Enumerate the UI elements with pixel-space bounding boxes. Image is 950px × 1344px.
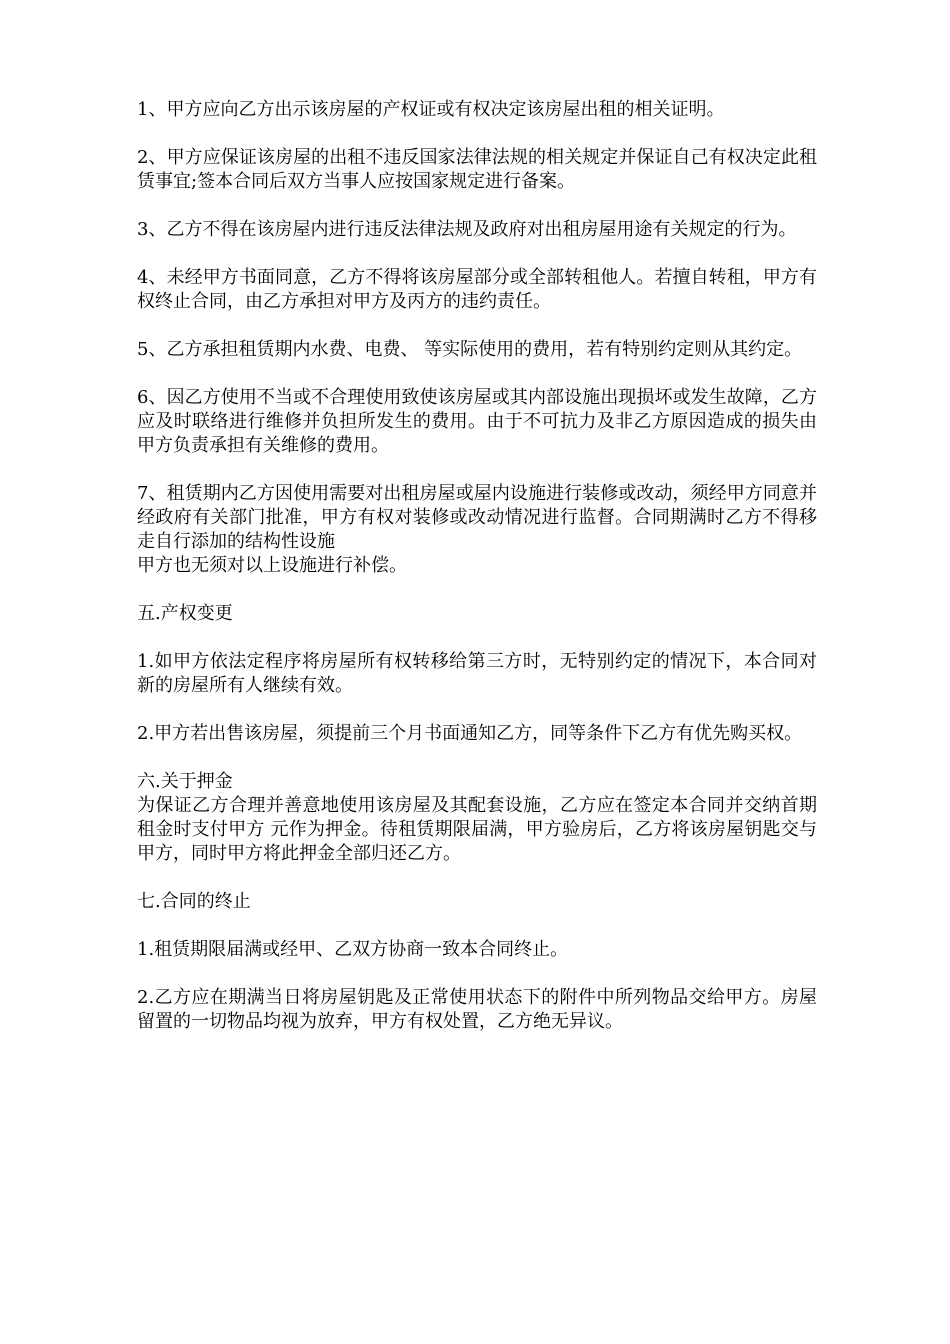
section-7-item-2: 2.乙方应在期满当日将房屋钥匙及正常使用状态下的附件中所列物品交给甲方。房屋留置的一切物品均视为放弃，甲方有权处置，乙方绝无异议。 <box>137 987 817 1032</box>
document-body <box>137 98 817 1058</box>
clause-7 <box>137 482 817 578</box>
clause-4: 4、未经甲方书面同意，乙方不得将该房屋部分或全部转租他人。若擅自转租，甲方有权终止合同，由乙方承担对甲方及丙方的违约责任。 <box>137 267 817 312</box>
clause-2: 2、甲方应保证该房屋的出租不违反国家法律法规的相关规定并保证自己有权决定此租赁事宜;签本合同后双方当事人应按国家规定进行备案。 <box>137 147 817 192</box>
clause-6: 6、因乙方使用不当或不合理使用致使该房屋或其内部设施出现损坏或发生故障，乙方应及时联络进行维修并负担所发生的费用。由于不可抗力及非乙方原因造成的损失由甲方负责承担有关维修的费用。 <box>137 387 817 456</box>
clause-5: 5、乙方承担租赁期内水费、电费、 等实际使用的费用，若有特别约定则从其约定。 <box>137 339 803 360</box>
clause-7-continuation: 甲方也无须对以上设施进行补偿。 <box>137 555 407 576</box>
section-5-heading: 五.产权变更 <box>137 603 233 624</box>
section-5-item-2: 2.甲方若出售该房屋，须提前三个月书面通知乙方，同等条件下乙方有优先购买权。 <box>137 723 803 744</box>
section-6-heading: 六.关于押金 <box>137 771 233 792</box>
clause-3: 3、乙方不得在该房屋内进行违反法律法规及政府对出租房屋用途有关规定的行为。 <box>137 219 797 240</box>
section-5-item-1: 1.如甲方依法定程序将房屋所有权转移给第三方时，无特别约定的情况下，本合同对新的房屋所有人继续有效。 <box>137 651 817 696</box>
clause-7-text: 7、租赁期内乙方因使用需要对出租房屋或屋内设施进行装修或改动，须经甲方同意并经政府有关部门批准，甲方有权对装修或改动情况进行监督。合同期满时乙方不得移走自行添加的结构性设施 <box>137 483 817 552</box>
section-7-heading: 七.合同的终止 <box>137 891 251 912</box>
clause-1: 1、甲方应向乙方出示该房屋的产权证或有权决定该房屋出租的相关证明。 <box>137 99 725 120</box>
section-7-item-1: 1.租赁期限届满或经甲、乙双方协商一致本合同终止。 <box>137 939 569 960</box>
section-6-text: 为保证乙方合理并善意地使用该房屋及其配套设施，乙方应在签定本合同并交纳首期租金时支付甲方 元作为押金。待租赁期限届满，甲方验房后，乙方将该房屋钥匙交与甲方，同时甲方将此押金全部归还乙方。 <box>137 795 817 864</box>
